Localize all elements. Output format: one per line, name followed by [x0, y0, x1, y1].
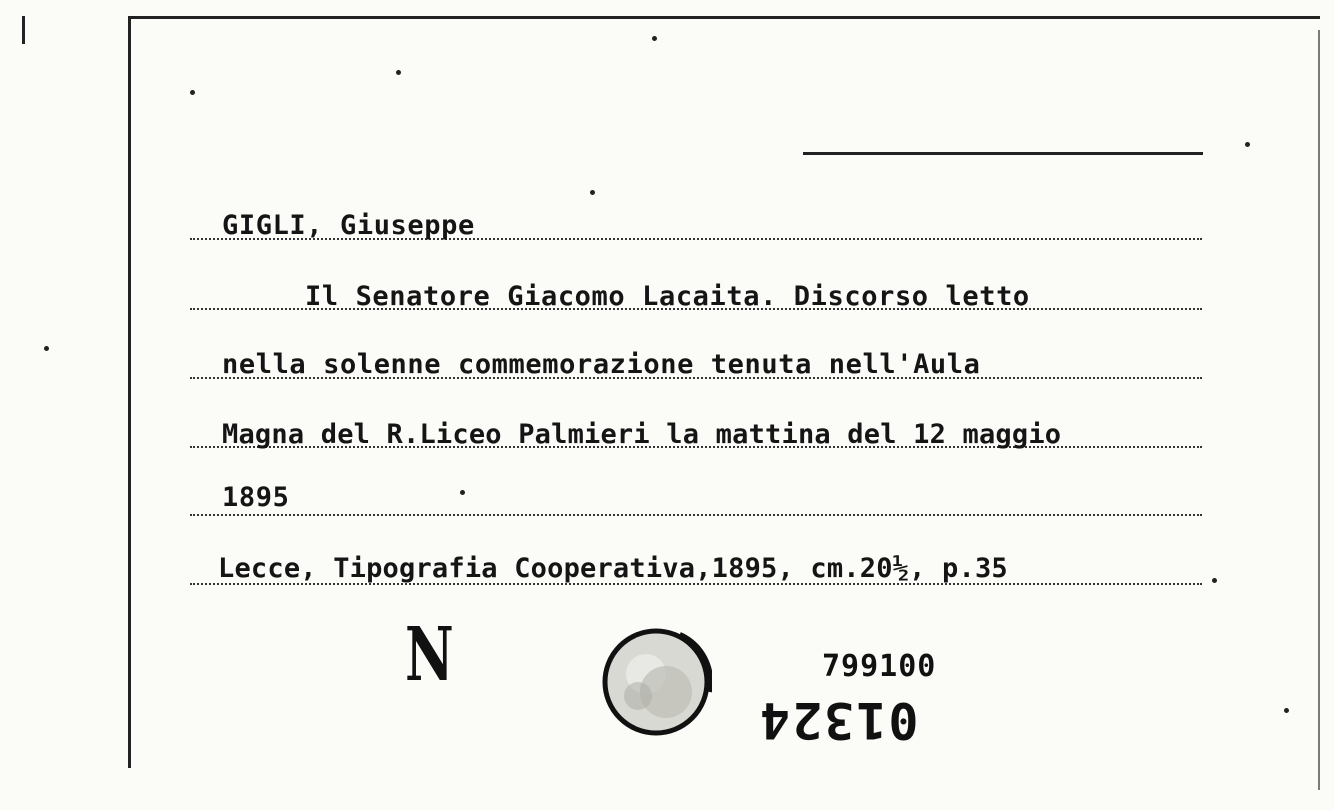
- scan-speck: [190, 90, 195, 95]
- title-line: Il Senatore Giacomo Lacaita. Discorso letto: [305, 281, 1030, 312]
- letter-stamp: N: [405, 612, 454, 698]
- scan-speck: [590, 190, 595, 195]
- inventory-number: 799100: [822, 649, 937, 684]
- top-border-rule: [130, 16, 1320, 19]
- scan-speck: [460, 490, 465, 495]
- title-line: nella solenne commemorazione tenuta nell'Aula: [222, 349, 981, 380]
- scan-speck: [652, 36, 657, 41]
- scan-speck: [1284, 708, 1289, 713]
- title-line: Magna del R.Liceo Palmieri la mattina del 12 maggio: [222, 419, 1062, 450]
- right-edge-line: [1318, 30, 1320, 790]
- scan-speck: [44, 346, 49, 351]
- scan-speck: [1212, 578, 1217, 583]
- title-line: 1895: [222, 482, 290, 513]
- author-heading: GIGLI, Giuseppe: [222, 210, 475, 241]
- edge-mark: [22, 16, 25, 44]
- imprint-line: Lecce, Tipografia Cooperativa,1895, cm.20½, p.35: [218, 553, 1008, 584]
- dotted-rule: [190, 514, 1202, 516]
- left-border-rule: [128, 16, 131, 768]
- round-seal-icon: [600, 626, 712, 738]
- accession-number: 01324: [758, 691, 919, 749]
- scan-speck: [396, 70, 401, 75]
- call-number-rule: [803, 152, 1203, 155]
- scan-speck: [1245, 142, 1250, 147]
